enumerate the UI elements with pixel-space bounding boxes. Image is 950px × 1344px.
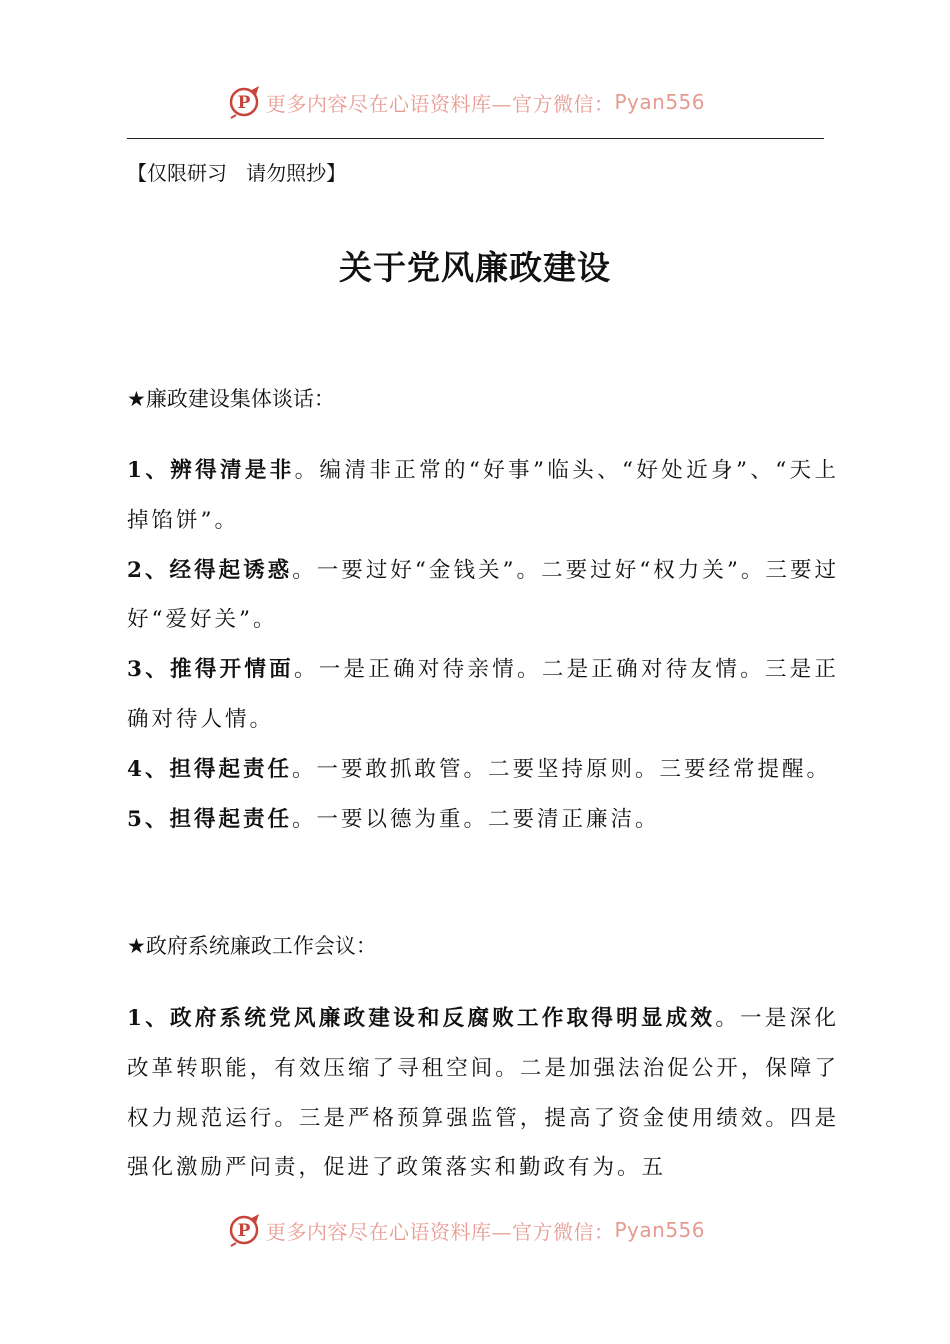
item-number: 3、 bbox=[127, 657, 171, 683]
header-divider bbox=[127, 138, 824, 139]
list-item bbox=[127, 795, 839, 845]
list-item bbox=[127, 446, 839, 546]
item-body: 。一要敢抓敢管。二要坚持原则。三要经常提醒。 bbox=[291, 756, 831, 782]
item-body: 。一要过好“金钱关”。二要过好“权力关”。三要过好“爱好关”。 bbox=[127, 557, 839, 633]
section-heading: ★廉政建设集体谈话： bbox=[127, 387, 335, 411]
item-number: 1、 bbox=[127, 458, 171, 483]
list-item bbox=[127, 546, 839, 646]
item-number: 1、 bbox=[127, 1006, 171, 1031]
item-body: 。一是正确对待亲情。二是正确对待友情。三是正确对待人情。 bbox=[127, 657, 839, 732]
section-body bbox=[127, 446, 839, 844]
item-number: 5、 bbox=[127, 806, 170, 832]
item-number: 4、 bbox=[127, 756, 170, 782]
item-lead: 经得起诱惑 bbox=[169, 557, 293, 583]
watermark-wechat-id: Pyan556 bbox=[614, 90, 706, 114]
logo-letter: P bbox=[237, 1221, 251, 1241]
document-title: 关于党风廉政建设 bbox=[339, 248, 611, 287]
watermark-bottom bbox=[228, 1212, 705, 1248]
usage-notice: 【仅限研习 请勿照抄】 bbox=[127, 161, 347, 185]
item-body: 。一要以德为重。二要清正廉洁。 bbox=[291, 806, 660, 832]
pen-logo-icon bbox=[228, 85, 262, 119]
item-lead: 担得起责任 bbox=[169, 756, 292, 782]
list-item bbox=[127, 994, 839, 1193]
item-lead: 政府系统党风廉政建设和反腐败工作取得明显成效 bbox=[170, 1006, 716, 1031]
watermark-wechat-id: Pyan556 bbox=[614, 1218, 706, 1242]
item-lead: 推得开情面 bbox=[170, 657, 294, 683]
watermark-text: 更多内容尽在心语资料库—官方微信： bbox=[266, 91, 615, 116]
logo-letter: P bbox=[237, 93, 251, 113]
section-heading: ★政府系统廉政工作会议： bbox=[127, 934, 377, 958]
list-item bbox=[127, 745, 839, 795]
item-body: 。编清非正常的“好事”临头、“好处近身”、“天上掉馅饼”。 bbox=[127, 458, 839, 533]
section-body bbox=[127, 994, 839, 1193]
watermark-top bbox=[228, 84, 705, 120]
list-item bbox=[127, 645, 839, 745]
item-body: 。一是深化改革转职能，有效压缩了寻租空间。二是加强法治促公开，保障了权力规范运行。三是严格预算强监管，提高了资金使用绩效。四是强化激励严问责，促进了政策落实和勤政有为。五 bbox=[127, 1006, 839, 1181]
item-lead: 辨得清是非 bbox=[170, 458, 295, 483]
pen-logo-icon bbox=[228, 1213, 262, 1247]
item-number: 2、 bbox=[127, 557, 170, 583]
watermark-text: 更多内容尽在心语资料库—官方微信： bbox=[266, 1219, 615, 1244]
item-lead: 担得起责任 bbox=[169, 806, 292, 832]
